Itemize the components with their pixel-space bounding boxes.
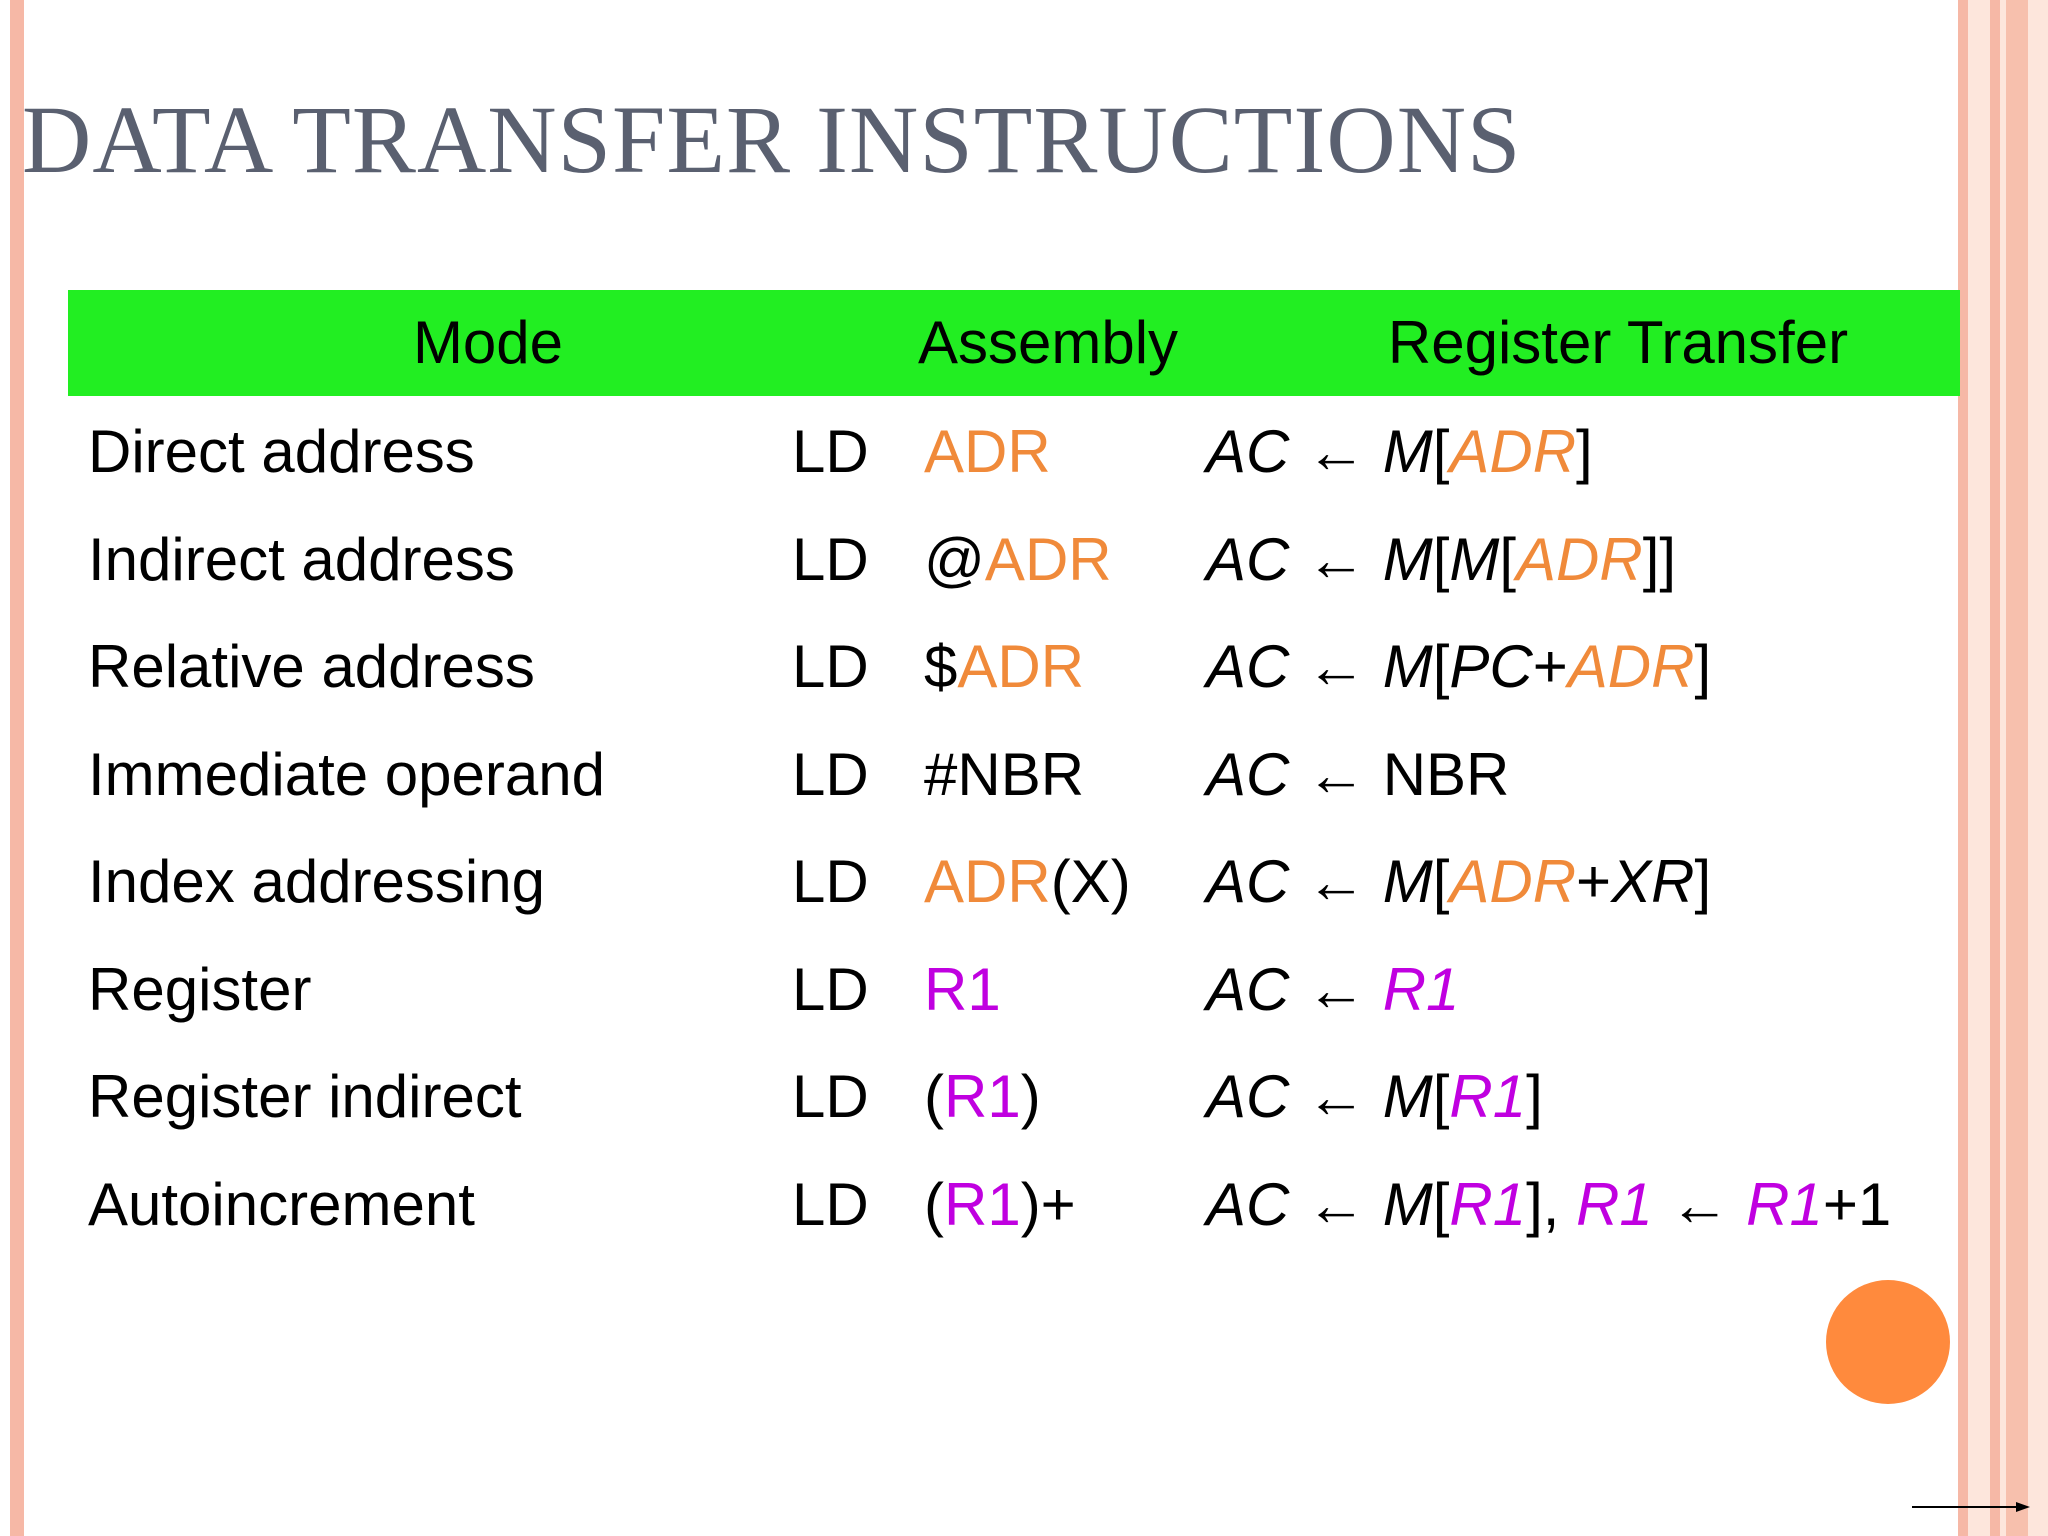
register-transfer-cell-segment: AC [1206,848,1290,915]
mnemonic-cell: LD [792,740,869,808]
register-transfer-cell-segment: ] [1694,633,1712,700]
operand-cell [924,398,1051,505]
register-transfer-cell-segment: ADR [1449,848,1577,915]
register-transfer-cell [1206,1043,1543,1150]
register-transfer-cell-segment: ADR [1449,418,1577,485]
register-transfer-cell-segment: ] [1576,418,1593,485]
mode-cell: Autoincrement [88,1170,475,1238]
operand-cell-segment: ) [1020,1063,1041,1130]
mode-cell: Immediate operand [88,740,605,808]
register-transfer-cell-segment: M [1382,1170,1433,1238]
register-transfer-cell-segment: R1 [1746,1170,1823,1238]
mnemonic-cell: LD [792,525,869,593]
register-transfer-cell-segment: ← [1289,1063,1383,1130]
operand-cell-segment: R1 [943,1170,1021,1238]
mode-cell: Register [88,955,312,1023]
register-transfer-cell-segment: R1 [1576,1170,1653,1238]
operand-cell [924,506,1112,613]
register-transfer-cell [1206,828,1711,935]
register-transfer-cell-segment: ← [1289,418,1383,485]
mnemonic-cell: LD [792,848,869,915]
register-transfer-cell-segment: ]] [1642,525,1677,593]
register-transfer-cell-segment: M [1382,525,1433,593]
header-register-transfer: Register Transfer [1387,309,1849,376]
register-transfer-cell-segment: AC [1206,418,1290,485]
header-assembly: Assembly [917,309,1179,376]
table-row [0,828,1960,935]
mnemonic-cell: LD [792,633,869,700]
mnemonic-cell: LD [792,418,869,485]
register-transfer-cell-segment: M [1382,848,1433,915]
operand-cell-segment: #NBR [924,740,1085,808]
table-row [0,1043,1960,1150]
operand-cell-segment: (X) [1050,848,1131,915]
register-transfer-cell-segment: + [1532,633,1568,700]
register-transfer-cell-segment: ADR [1567,633,1695,700]
header-mode: Mode [412,309,564,376]
table-header-row [68,290,1960,396]
register-transfer-cell-segment: AC [1206,1170,1290,1238]
register-transfer-cell-segment: M [1382,1063,1433,1130]
mode-cell: Index addressing [88,848,545,915]
operand-cell-segment: ( [924,1170,944,1238]
register-transfer-cell-segment: AC [1206,955,1290,1023]
register-transfer-cell-segment: ← [1289,1170,1383,1238]
register-transfer-cell-segment: M [1449,525,1500,593]
mode-cell: Register indirect [88,1063,522,1130]
register-transfer-cell-segment: ← [1289,955,1383,1023]
right-border-stripe [2028,0,2048,1536]
mnemonic-cell: LD [792,1170,869,1238]
register-transfer-cell-segment: ← [1652,1170,1747,1238]
table-row [0,721,1960,828]
register-transfer-cell [1206,1151,1891,1258]
register-transfer-cell-segment: AC [1206,633,1290,700]
register-transfer-cell-segment: ] [1526,1063,1543,1130]
operand-cell-segment: ( [924,1063,944,1130]
register-transfer-cell-segment: ] [1694,848,1712,915]
table-row [0,398,1960,505]
mnemonic-cell: LD [792,1063,869,1130]
next-arrow-icon[interactable] [1912,1500,2030,1514]
operand-cell-segment: ADR [984,525,1112,593]
register-transfer-cell [1206,936,1459,1043]
operand-cell [924,1151,1076,1258]
operand-cell-segment: ADR [924,848,1051,915]
mnemonic-cell: LD [792,955,869,1023]
register-transfer-cell [1206,613,1711,720]
register-transfer-cell-segment: [ [1499,525,1517,593]
mode-cell: Relative address [88,633,535,700]
register-transfer-cell-segment: [ [1432,633,1450,700]
register-transfer-cell-segment: [ [1432,1170,1450,1238]
register-transfer-cell-segment: [ [1432,418,1450,485]
register-transfer-cell-segment: R1 [1449,1170,1527,1238]
register-transfer-cell-segment: NBR [1382,740,1510,808]
operand-cell-segment: ADR [957,633,1085,700]
register-transfer-cell-segment: ← [1289,848,1383,915]
register-transfer-cell-segment: PC [1449,633,1533,700]
operand-cell [924,721,1084,828]
register-transfer-cell-segment: AC [1206,740,1290,808]
mode-cell: Direct address [88,418,475,485]
register-transfer-cell-segment: M [1382,418,1433,485]
register-transfer-cell [1206,506,1676,613]
register-transfer-cell-segment: AC [1206,1063,1290,1130]
register-transfer-cell-segment: [ [1432,1063,1450,1130]
register-transfer-cell-segment: ], [1526,1170,1577,1238]
register-transfer-cell [1206,398,1593,505]
register-transfer-cell-segment: ← [1289,740,1383,808]
decorative-orange-circle [1826,1280,1950,1404]
operand-cell [924,828,1131,935]
table-row [0,936,1960,1043]
mode-cell: Indirect address [88,525,515,593]
operand-cell-segment: R1 [924,955,1001,1023]
operand-cell [924,936,1001,1043]
register-transfer-cell-segment: R1 [1449,1063,1527,1130]
register-transfer-cell-segment: XR [1611,848,1695,915]
register-transfer-cell-segment: [ [1432,848,1450,915]
operand-cell-segment: R1 [943,1063,1021,1130]
operand-cell-segment: @ [924,525,985,593]
slide-title: DATA TRANSFER INSTRUCTIONS [22,86,1522,193]
register-transfer-cell-segment: M [1382,633,1433,700]
register-transfer-cell-segment: ← [1289,633,1383,700]
table-row [0,506,1960,613]
register-transfer-cell-segment: + [1576,848,1612,915]
right-border-stripe [1968,0,1990,1536]
right-border-stripe [2006,0,2028,1536]
operand-cell-segment: )+ [1020,1170,1076,1238]
operand-cell [924,1043,1041,1150]
table-row [0,1151,1960,1258]
register-transfer-cell-segment: AC [1206,525,1290,593]
operand-cell [924,613,1084,720]
operand-cell-segment: $ [924,633,958,700]
operand-cell-segment: ADR [924,418,1051,485]
register-transfer-cell-segment: +1 [1822,1170,1892,1238]
register-transfer-cell-segment: [ [1432,525,1450,593]
right-border-stripe [1990,0,2000,1536]
table-row [0,613,1960,720]
register-transfer-cell-segment: ADR [1516,525,1643,593]
register-transfer-cell-segment: R1 [1382,955,1460,1023]
register-transfer-cell-segment: ← [1289,525,1383,593]
register-transfer-cell [1206,721,1509,828]
